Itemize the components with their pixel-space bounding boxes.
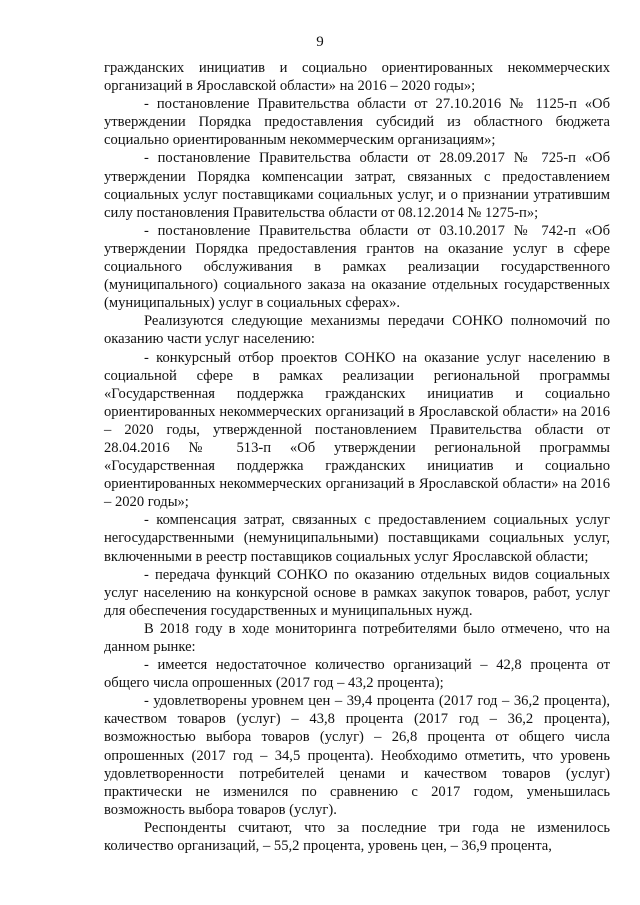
paragraph-monitoring-organizations: - имеется недостаточное количество организаций – 42,8 процента от общего числа опрошенных (2017 год – 43,2 процента);	[104, 657, 610, 692]
paragraph-mechanism-compensation: - компенсация затрат, связанных с предоставлением социальных услуг негосударственными (немуниципальными) поставщиками социальных услуг, включенными в реестр поставщиков социальных услуг Ярославской области;	[104, 512, 610, 565]
paragraph-monitoring-satisfaction: - удовлетворены уровнем цен – 39,4 процента (2017 год – 36,2 процента), качеством товаров (услуг) – 43,8 процента (2017 год – 36,2 процента), возможностью выбора товаров (услуг) – 26,8 процента от общего числа опрошенных (2017 год – 34,5 процента). Необходимо отметить, что уровень удовлетворенности потребителей ценами и качеством товаров (услуг) практически не изменился по сравнению с 2017 годом, уменьшилась возможность выбора товаров (услуг).	[104, 693, 610, 818]
paragraph-respondents: Респонденты считают, что за последние три года не изменилось количество организаций, – 55,2 процента, уровень цен, – 36,9 процента,	[104, 819, 610, 855]
paragraph-monitoring-intro: В 2018 году в ходе мониторинга потребителями было отмечено, что на данном рынке:	[104, 620, 610, 655]
paragraph-continuation: гражданских инициатив и социально ориентированных некоммерческих организаций в Ярославской области» на 2016 – 2020 годы»;	[104, 60, 610, 95]
paragraph-mechanism-competition: - конкурсный отбор проектов СОНКО на оказание услуг населению в социальной сфере в рамках реализации региональной программы «Государственная поддержка гражданских инициатив и социально ориентированных некоммерческих организаций в Ярославской области» на 2016 – 2020 годы, утвержденной постановлением Правительства области от 28.04.2016 № 513-п «Об утверждении региональной программы «Государственная поддержка гражданских инициатив и социально ориентированных некоммерческих организаций в Ярославской области» на 2016 – 2020 годы»;	[104, 349, 610, 511]
paragraph-resolution-725p: - постановление Правительства области от 28.09.2017 № 725-п «Об утверждении Порядка компенсации затрат, связанных с предоставлением социальных услуг поставщиками социальных услуг, и о признании утратившим силу постановления Правительства области от 08.12.2014 № 1275-п»;	[104, 150, 610, 221]
paragraph-resolution-1125p: - постановление Правительства области от 27.10.2016 № 1125-п «Об утверждении Порядка предоставления субсидий из областного бюджета социально ориентированным некоммерческим организациям»;	[104, 96, 610, 149]
document-body	[104, 59, 610, 855]
paragraph-mechanisms-intro: Реализуются следующие механизмы передачи СОНКО полномочий по оказанию части услуг населению:	[104, 313, 610, 348]
page-number: 9	[316, 34, 324, 50]
paragraph-resolution-742p: - постановление Правительства области от 03.10.2017 № 742-п «Об утверждении Порядка предоставления грантов на оказание услуг в сфере социального обслуживания в рамках реализации государственного (муниципального) социального заказа на оказание отдельных государственных (муниципальных) услуг в социальных сферах».	[104, 222, 610, 312]
paragraph-mechanism-procurement: - передача функций СОНКО по оказанию отдельных видов социальных услуг населению на конкурсной основе в рамках закупок товаров, работ, услуг для обеспечения государственных и муниципальных нужд.	[104, 566, 610, 619]
